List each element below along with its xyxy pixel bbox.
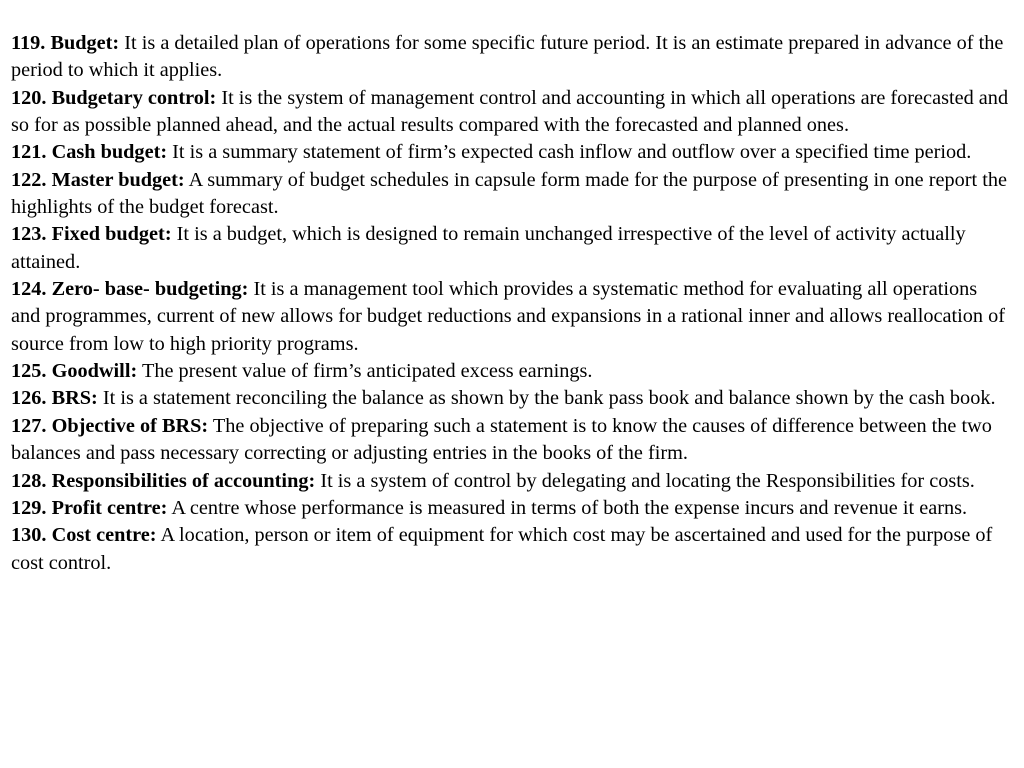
glossary-entry-brs	[11, 385, 1011, 412]
entry-term: 123. Fixed budget:	[11, 223, 172, 246]
entry-definition: It is a statement reconciling the balance as shown by the bank pass book and balance shown by the cash book.	[102, 387, 996, 410]
glossary-entry-zero-base-budgeting	[11, 276, 1011, 358]
entry-term: 127. Objective of BRS:	[11, 414, 209, 437]
glossary-entry-budget	[11, 30, 1011, 85]
glossary-entry-responsibilities-of-accounting	[11, 468, 1011, 495]
entry-definition: A centre whose performance is measured in terms of both the expense incurs and revenue it earns.	[171, 496, 968, 519]
entry-term: 121. Cash budget:	[11, 141, 168, 164]
entry-definition: It is a management tool which provides a systematic method for evaluating all operations and programmes, current of new allows for budget reductions and expansions in a rational inner and allows reallocation of source from low to high priority programs.	[11, 278, 1006, 355]
entry-term: 130. Cost centre:	[11, 524, 157, 547]
glossary-entry-cost-centre	[11, 522, 1011, 577]
entry-definition: The present value of firm’s anticipated excess earnings.	[141, 360, 593, 383]
entry-term: 126. BRS:	[11, 387, 98, 410]
glossary-page	[11, 30, 1011, 577]
glossary-entry-fixed-budget	[11, 221, 1011, 276]
entry-term: 119. Budget:	[11, 32, 120, 54]
glossary-entry-master-budget	[11, 167, 1011, 222]
entry-definition: A summary of budget schedules in capsule form made for the purpose of presenting in one report the highlights of the budget forecast.	[11, 168, 1008, 219]
entry-definition: It is a summary statement of firm’s expected cash inflow and outflow over a specified time period.	[172, 141, 972, 164]
entry-term: 124. Zero- base- budgeting:	[11, 278, 249, 301]
entry-term: 125. Goodwill:	[11, 360, 138, 383]
entry-definition: It is a detailed plan of operations for some specific future period. It is an estimate prepared in advance of the period to which it applies.	[11, 32, 1004, 82]
entry-definition: A location, person or item of equipment for which cost may be ascertained and used for the purpose of cost control.	[11, 524, 993, 574]
entry-definition: It is the system of management control and accounting in which all operations are forecasted and so for as possible planned ahead, and the actual results compared with the forecasted and planned ones.	[11, 86, 1009, 137]
entry-term: 128. Responsibilities of accounting:	[11, 469, 316, 492]
glossary-entry-profit-centre	[11, 495, 1011, 522]
glossary-entry-budgetary-control	[11, 85, 1011, 140]
entry-definition: It is a budget, which is designed to remain unchanged irrespective of the level of activity actually attained.	[11, 223, 966, 273]
glossary-entry-cash-budget	[11, 139, 1011, 166]
entry-term: 129. Profit centre:	[11, 496, 168, 519]
glossary-entry-goodwill	[11, 358, 1011, 385]
entry-definition: The objective of preparing such a statement is to know the causes of difference between the two balances and pass necessary correcting or adjusting entries in the books of the firm.	[11, 414, 992, 465]
entry-definition: It is a system of control by delegating and locating the Responsibilities for costs.	[320, 469, 975, 492]
entry-term: 120. Budgetary control:	[11, 86, 217, 109]
glossary-entry-objective-of-brs	[11, 413, 1011, 468]
entry-term: 122. Master budget:	[11, 168, 185, 191]
